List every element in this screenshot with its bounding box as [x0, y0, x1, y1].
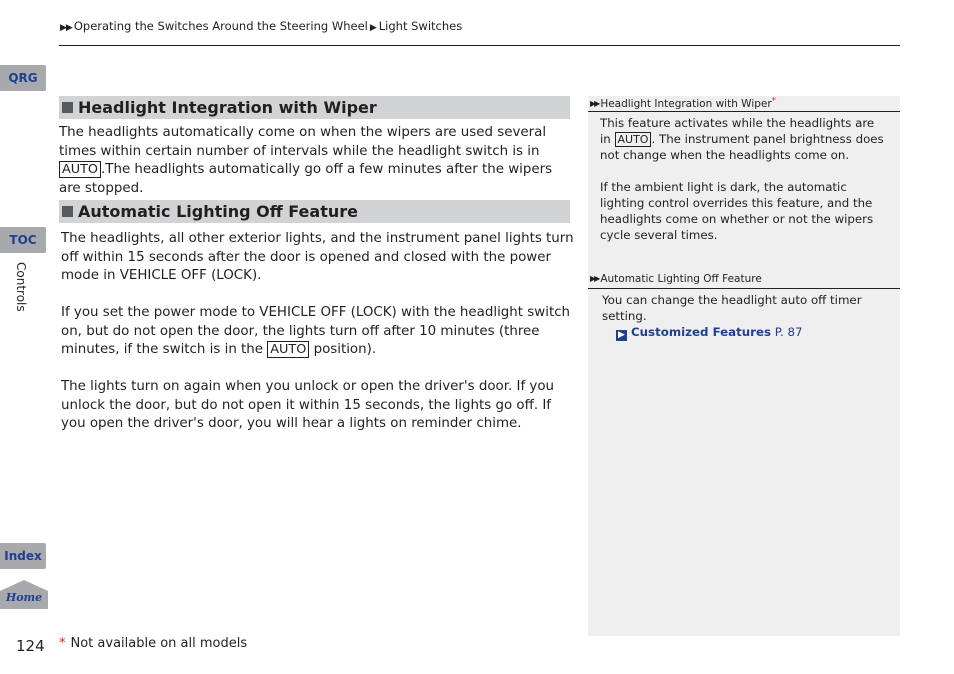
- paragraph-text: The headlights automatically come on when the wipers are used several times within certain number of intervals while the headlight switch is in: [59, 125, 547, 159]
- paragraph-text: position).: [309, 342, 377, 358]
- note-arrow-icon: ▶▶: [590, 99, 599, 108]
- section-heading-text: Automatic Lighting Off Feature: [78, 202, 358, 221]
- side-note-title-text: Headlight Integration with Wiper: [600, 98, 772, 110]
- side-note-title-wiper: [590, 96, 776, 110]
- section-heading-headlight-wiper: [59, 96, 570, 119]
- footnote-star: *: [59, 636, 66, 651]
- qrg-tab[interactable]: QRG: [0, 65, 46, 91]
- breadcrumb: [60, 19, 462, 33]
- section-heading-auto-lighting-off: [59, 200, 570, 223]
- chapter-label: Controls: [14, 262, 28, 312]
- toc-tab[interactable]: TOC: [0, 227, 46, 253]
- side-note-text: . The instrument panel brightness does not change when the headlights come on.: [600, 132, 884, 162]
- footnote-star: *: [771, 96, 776, 105]
- section-heading-text: Headlight Integration with Wiper: [78, 98, 377, 117]
- customized-features-link[interactable]: Customized Features: [631, 325, 771, 339]
- side-note-rule: [588, 288, 900, 289]
- paragraph-text: .The headlights automatically go off a few minutes after the wipers are stopped.: [59, 162, 553, 197]
- double-arrow-icon: ▶▶: [60, 23, 72, 33]
- side-note-title-auto-off: [590, 273, 762, 285]
- side-note-title-text: Automatic Lighting Off Feature: [600, 273, 762, 285]
- home-tab-label: Home: [5, 591, 43, 604]
- home-icon: [0, 579, 48, 609]
- side-note-auto-off: [602, 292, 890, 341]
- paragraph-lights-turn-off: The headlights, all other exterior lights, and the instrument panel lights turn off within 15 seconds after the door is opened and closed with the power mode in VEHICLE OFF (LOCK).: [61, 231, 574, 284]
- side-note-wiper-p2: If the ambient light is dark, the automatic lighting control overrides this feature, and the headlights come on whether or not the wipers cycle several times.: [600, 180, 874, 242]
- paragraph-lights-turn-on: The lights turn on again when you unlock or open the driver's door. If you unlock the door, but do not open it within 15 seconds, the lights go off. If you open the driver's door, you will hear a lights on reminder chime.: [61, 379, 555, 432]
- footnote-text: Not available on all models: [70, 636, 248, 651]
- paragraph-headlight-wiper: [59, 124, 574, 199]
- cross-reference-page[interactable]: P. 87: [774, 325, 803, 339]
- cross-reference[interactable]: [602, 324, 890, 341]
- side-notes-panel: [588, 96, 900, 636]
- square-bullet-icon: [62, 206, 73, 217]
- auto-position-label: AUTO: [59, 161, 101, 178]
- arrow-right-icon: ▶: [369, 23, 377, 33]
- paragraph-text: If you set the power mode to VEHICLE OFF (LOCK) with the headlight switch on, but do not open the door, the lights turn off after 10 minutes (three minutes, if the switch is in the: [61, 305, 571, 358]
- auto-position-label: AUTO: [267, 341, 309, 358]
- side-note-wiper-p1: [600, 115, 888, 163]
- footnote: [59, 636, 247, 651]
- side-note-rule: [588, 111, 900, 112]
- breadcrumb-link-switches[interactable]: Operating the Switches Around the Steering Wheel: [73, 19, 368, 33]
- paragraph-power-mode: [61, 304, 576, 360]
- cross-reference-icon: ▶: [616, 330, 627, 341]
- header-rule: [59, 45, 900, 46]
- page-number: 124: [16, 637, 45, 655]
- square-bullet-icon: [62, 102, 73, 113]
- side-note-text: You can change the headlight auto off timer setting.: [602, 293, 862, 323]
- side-note-text: This feature activates while the headlights are in: [600, 116, 875, 146]
- breadcrumb-current: Light Switches: [378, 19, 463, 33]
- auto-position-label: AUTO: [615, 132, 652, 147]
- note-arrow-icon: ▶▶: [590, 274, 599, 283]
- home-tab[interactable]: [0, 579, 48, 609]
- index-tab[interactable]: Index: [0, 543, 46, 569]
